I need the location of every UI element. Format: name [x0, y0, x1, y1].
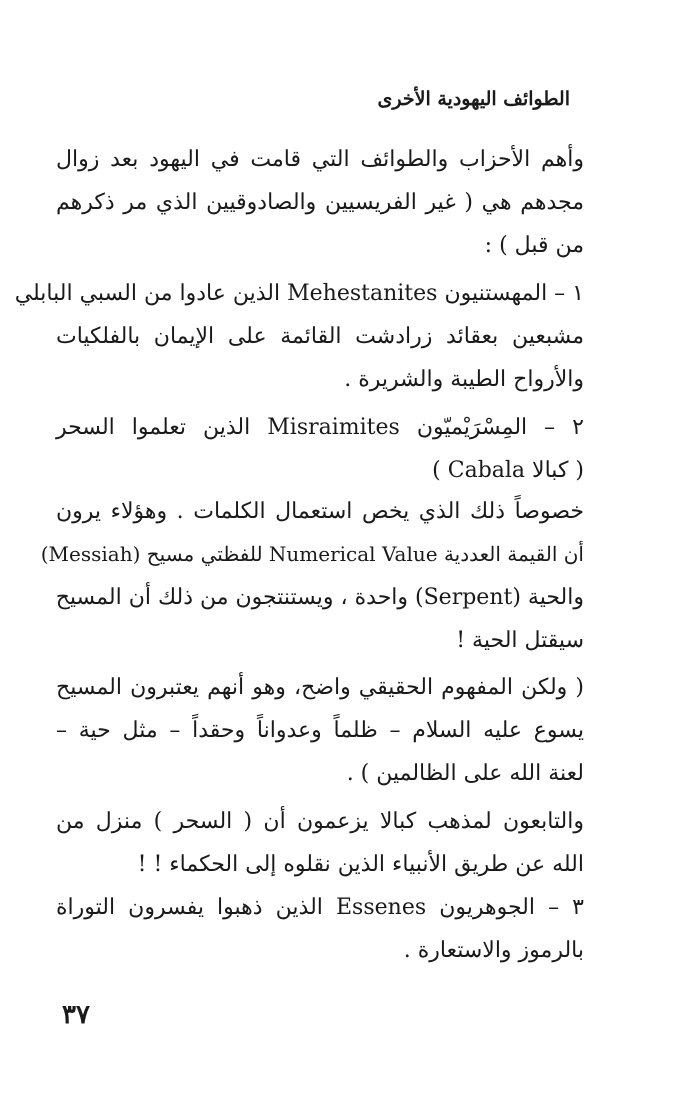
- paragraph-kabbalah-followers: [56, 800, 584, 886]
- text-line: والأرواح الطيبة والشريرة .: [344, 367, 584, 392]
- paragraph-item-2: [56, 406, 584, 492]
- text-line: ٣ – الجوهريون Essenes الذين ذهبوا يفسرون التوراة: [56, 895, 584, 920]
- text-line: والتابعون لمذهب كبالا يزعمون أن ( السحر ) منزل من: [56, 809, 584, 834]
- text-line: مشبعين بعقائد زرادشت القائمة على الإيمان بالفلكيات: [56, 324, 584, 349]
- text-line: والحية (Serpent) واحدة ، ويستنتجون من ذلك أن المسيح: [55, 585, 584, 610]
- page-number: ٣٧: [62, 1000, 90, 1030]
- text-line: ١ – المهستنيون Mehestanites الذين عادوا من السبي البابلي: [14, 281, 584, 306]
- text-line: أن القيمة العددية Numerical Value للفظتي مسيح (Messiah): [40, 542, 584, 566]
- text-line: ( ولكن المفهوم الحقيقي واضح، وهو أنهم يعتبرون المسيح: [56, 675, 584, 700]
- text-line: ٢ – المِسْرَيْميّون Misraimites الذين تعلموا السحر: [56, 415, 584, 440]
- text-line: سيقتل الحية !: [456, 628, 584, 653]
- text-line: من قبل ) :: [484, 233, 584, 258]
- paragraph-intro: [56, 138, 584, 267]
- paragraph-item-1: [14, 272, 584, 401]
- paragraph-item-3: [56, 886, 584, 972]
- text-line: وأهم الأحزاب والطوائف التي قامت في اليهود بعد زوال: [56, 147, 584, 172]
- paragraph-numerical-value: [40, 490, 584, 662]
- text-line: ( كبالا Cabala ): [432, 458, 584, 483]
- running-header: الطوائف اليهودية الأخرى: [377, 88, 570, 110]
- paragraph-true-meaning: [56, 666, 584, 795]
- text-line: الله عن طريق الأنبياء الذين نقلوه إلى الحكماء ! !: [137, 852, 584, 877]
- text-line: يسوع عليه السلام – ظلماً وعدواناً وحقداً – مثل حية –: [56, 718, 584, 743]
- text-line: خصوصاً ذلك الذي يخص استعمال الكلمات . وهؤلاء يرون: [56, 499, 584, 524]
- text-line: لعنة الله على الظالمين ) .: [346, 761, 584, 786]
- text-line: مجدهم هي ( غير الفريسيين والصادوقيين الذي مر ذكرهم: [56, 190, 584, 215]
- text-line: بالرموز والاستعارة .: [403, 938, 584, 963]
